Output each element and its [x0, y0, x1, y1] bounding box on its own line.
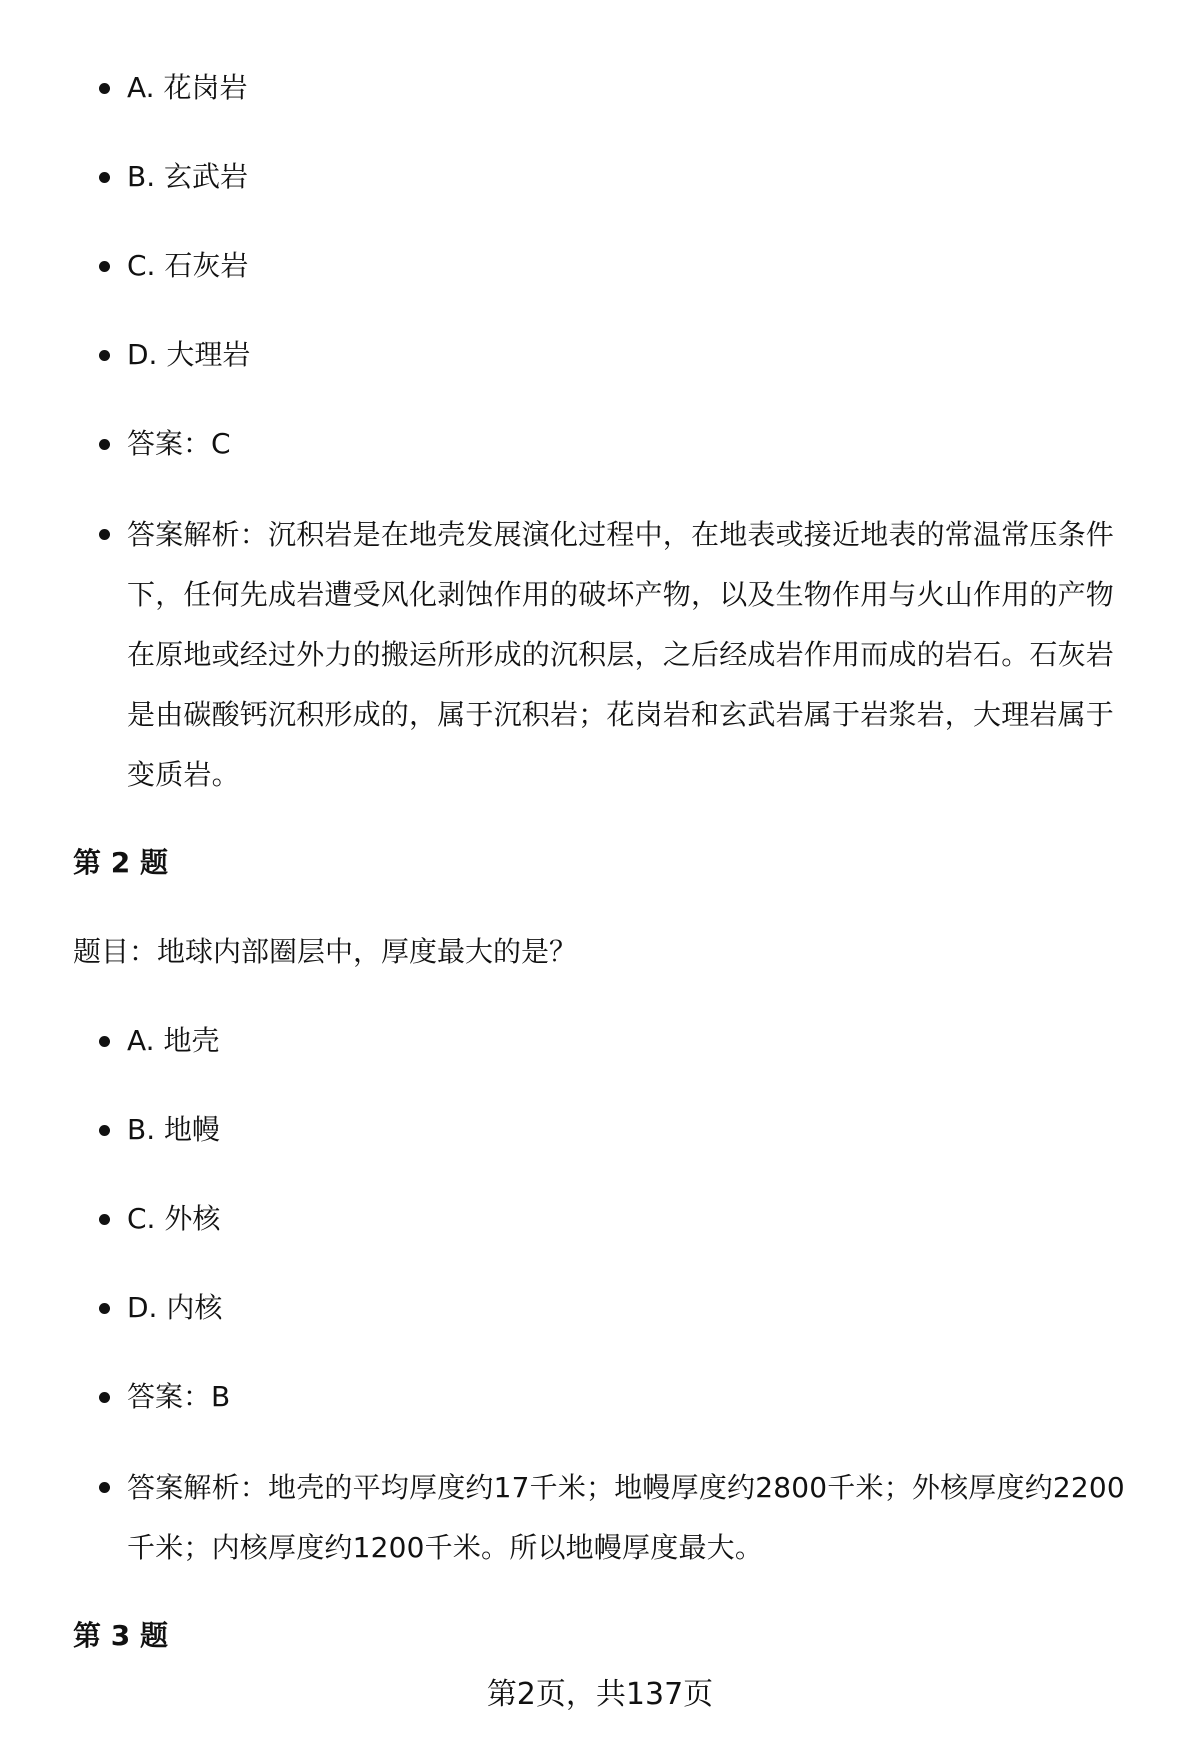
bullet-icon	[99, 439, 110, 450]
option-b-text: B. 玄武岩	[127, 160, 249, 193]
explanation-text: 答案解析：地壳的平均厚度约17千米；地幔厚度约2800千米；外核厚度约2200千米；内核厚度约1200千米。所以地幔厚度最大。	[127, 1471, 1125, 1564]
bullet-icon	[99, 1392, 110, 1403]
bullet-icon	[99, 1303, 110, 1314]
question-heading: 第 3 题	[73, 1619, 168, 1652]
option-a-text: A. 花岗岩	[127, 71, 248, 104]
option-d-text: D. 大理岩	[127, 338, 251, 371]
option-b-text: B. 地幔	[127, 1113, 221, 1146]
bullet-icon	[99, 172, 110, 183]
answer-text: 答案：C	[127, 427, 231, 460]
option-c-text: C. 外核	[127, 1202, 221, 1235]
bullet-icon	[99, 1125, 110, 1136]
bullet-icon	[99, 350, 110, 361]
question-heading: 第 2 题	[73, 846, 168, 879]
explanation-text: 答案解析：沉积岩是在地壳发展演化过程中，在地表或接近地表的常温常压条件下，任何先成岩遭受风化剥蚀作用的破坏产物，以及生物作用与火山作用的产物在原地或经过外力的搬运所形成的沉积层，之后经成岩作用而成的岩石。石灰岩是由碳酸钙沉积形成的，属于沉积岩；花岗岩和玄武岩属于岩浆岩，大理岩属于变质岩。	[127, 518, 1115, 791]
bullet-icon	[99, 1482, 110, 1493]
bullet-icon	[99, 83, 110, 94]
bullet-icon	[99, 1214, 110, 1225]
question-stem: 题目：地球内部圈层中，厚度最大的是？	[73, 935, 578, 968]
option-d-text: D. 内核	[127, 1291, 223, 1324]
bullet-icon	[99, 261, 110, 272]
bullet-icon	[99, 1036, 110, 1047]
page-indicator: 第2页，共137页	[486, 1677, 714, 1712]
answer-text: 答案：B	[127, 1380, 231, 1413]
bullet-icon	[99, 529, 110, 540]
option-c-text: C. 石灰岩	[127, 249, 249, 282]
option-a-text: A. 地壳	[127, 1024, 220, 1057]
